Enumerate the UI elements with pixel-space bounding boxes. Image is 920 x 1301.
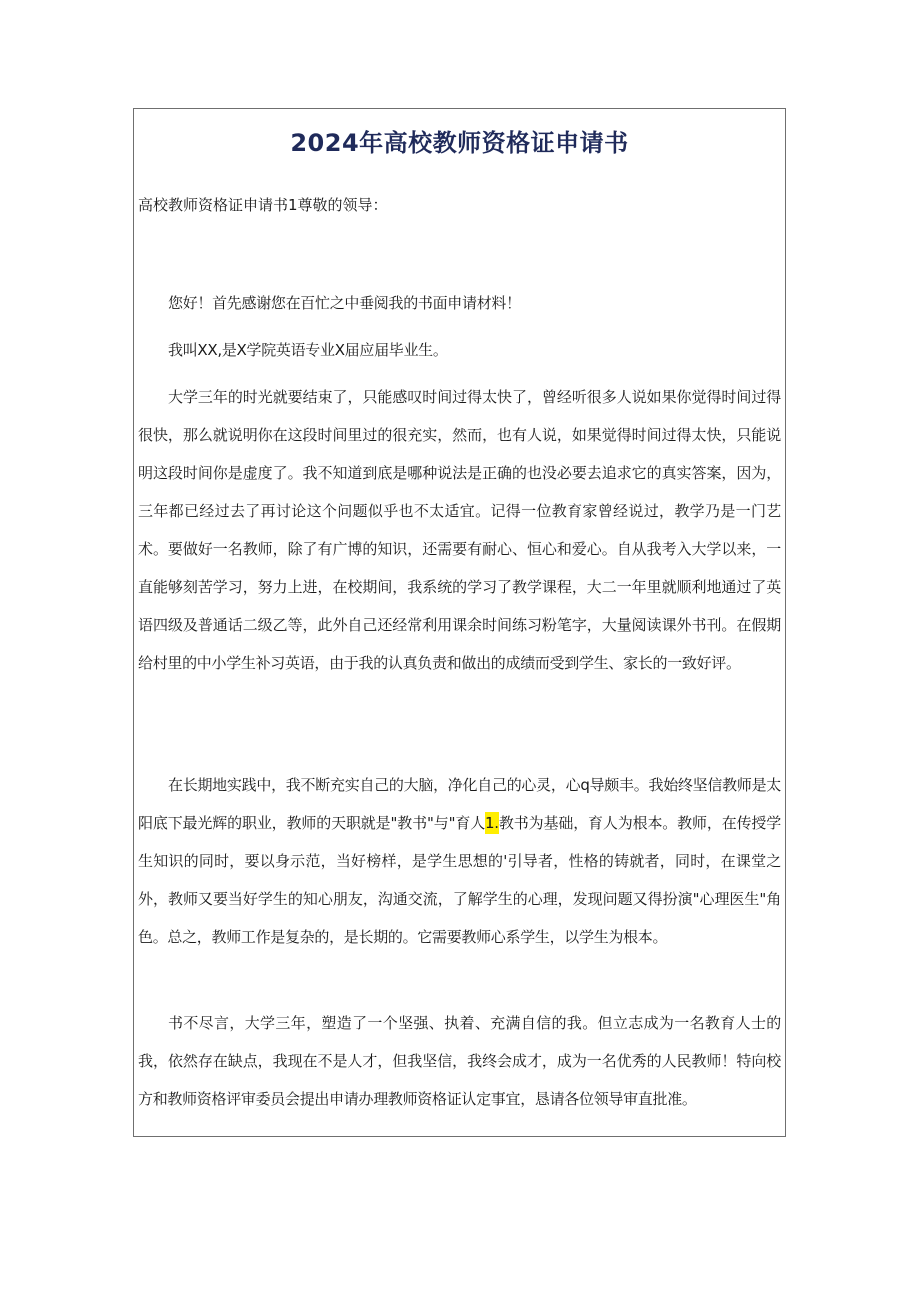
document-title: 2024年高校教师资格证申请书 (290, 129, 629, 157)
highlighted-text: 1. (485, 814, 499, 832)
paragraph-conclusion: 书不尽言，大学三年，塑造了一个坚强、执着、充满自信的我。但立志成为一名教育人士的我，依然存在缺点，我现在不是人才，但我坚信，我终会成才，成为一名优秀的人民教师！特向校方和教师资格评审委员会提出申请办理教师资格证认定事宜，恳请各位领导审直批准。 (138, 1014, 781, 1108)
document-frame (133, 108, 786, 1137)
paragraph-practice (138, 766, 781, 956)
paragraph-introduction: 我叫XX,是X学院英语专业X届应届毕业生。 (168, 341, 448, 359)
paragraph-practice-part1: 在长期地实践中，我不断充实自己的大脑，净化自己的心灵，心q导颇丰。我始终坚信教师是太阳底下最光辉的职业，教师的天职就是"教书"与"育人 (138, 776, 781, 832)
paragraph-greeting: 您好！首先感谢您在百忙之中垂阅我的书面申请材料！ (168, 294, 521, 312)
paragraph-university-years: 大学三年的时光就要结束了，只能感叹时间过得太快了，曾经听很多人说如果你觉得时间过得很快，那么就说明你在这段时间里过的很充实，然而，也有人说，如果觉得时间过得太快，只能说明这段时间你是虚度了。我不知道到底是哪种说法是正确的也没必要去追求它的真实答案，因为，三年都已经过去了再讨论这个问题似乎也不太适宜。记得一位教育家曾经说过，教学乃是一门艺术。要做好一名教师，除了有广博的知识，还需要有耐心、恒心和爱心。自从我考入大学以来，一直能够刻苦学习，努力上进，在校期间，我系统的学习了教学课程，大二一年里就顺利地通过了英语四级及普通话二级乙等，此外自己还经常利用课余时间练习粉笔字，大量阅读课外书刊。在假期给村里的中小学生补习英语，由于我的认真负责和做出的成绩而受到学生、家长的一致好评。 (138, 388, 781, 672)
paragraph-practice-part2: 教书为基础，育人为根本。教师，在传授学生知识的同时，要以身示范，当好榜样，是学生思想的'引导者，性格的铸就者，同时，在课堂之外，教师又要当好学生的知心朋友，沟通交流，了解学生的心理，发现问题又得扮演"心理医生"角色。总之，教师工作是复杂的，是长期的。它需要教师心系学生，以学生为根本。 (138, 814, 781, 946)
document-subtitle: 高校教师资格证申请书1尊敬的领导： (138, 196, 388, 214)
